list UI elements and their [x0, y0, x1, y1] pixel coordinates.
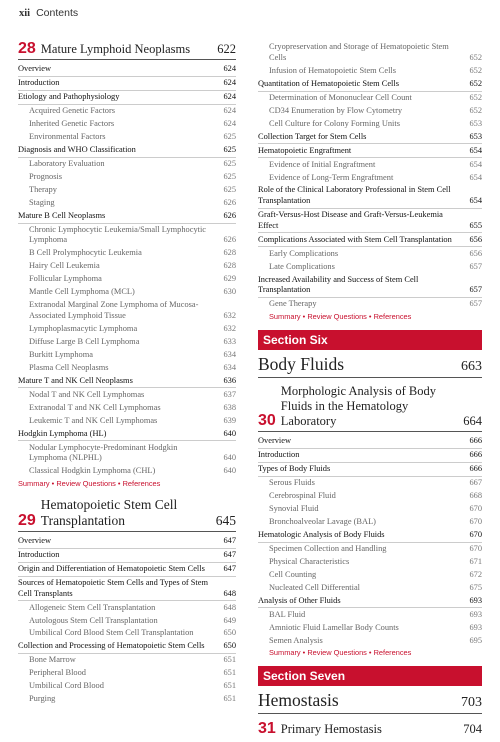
- section-banner: Section Six: [258, 330, 482, 350]
- entry-page: 625: [223, 145, 236, 154]
- entry-title: Hairy Cell Leukemia: [29, 261, 100, 271]
- chapter-page: 645: [215, 512, 236, 528]
- entry-page: 693: [469, 595, 482, 605]
- chapter-title: Primary Hemostasis: [280, 722, 382, 737]
- entry-title: Nucleated Cell Differential: [269, 582, 361, 592]
- toc-entry[interactable]: [258, 273, 482, 298]
- entry-title: Mature B Cell Neoplasms: [18, 210, 106, 220]
- entry-title: Early Complications: [269, 248, 339, 258]
- entry-page: 624: [223, 92, 236, 102]
- entry-title: Lymphoplasmacytic Lymphoma: [29, 323, 138, 333]
- entry-title: Umbilical Cord Blood: [29, 681, 104, 691]
- entry-page: 628: [223, 248, 236, 258]
- toc-subentry[interactable]: [18, 401, 236, 414]
- chapter-number: 29: [18, 511, 36, 529]
- entry-page: 634: [223, 349, 236, 359]
- toc-list: [18, 535, 236, 706]
- toc-list: [258, 435, 482, 648]
- chapter-number: 28: [18, 40, 36, 57]
- toc-entry[interactable]: [258, 233, 482, 247]
- entry-page: 651: [223, 668, 236, 678]
- toc-subentry[interactable]: [258, 634, 482, 647]
- toc-list: [258, 41, 482, 311]
- entry-title: Purging: [29, 694, 56, 704]
- toc-subentry[interactable]: [18, 118, 236, 131]
- toc-subentry[interactable]: [258, 260, 482, 273]
- entry-page: 666: [469, 436, 482, 446]
- chapter-page: 664: [463, 413, 482, 428]
- right-column: [258, 41, 482, 742]
- toc-subentry[interactable]: [18, 667, 236, 680]
- entry-page: 670: [469, 529, 482, 539]
- entry-title: Collection and Processing of Hematopoietic Stem Cells: [18, 641, 205, 651]
- toc-subentry[interactable]: [258, 608, 482, 621]
- entry-title: Diffuse Large B Cell Lymphoma: [29, 336, 140, 346]
- toc-subentry[interactable]: [258, 556, 482, 569]
- toc-subentry[interactable]: [18, 627, 236, 640]
- entry-page: 654: [469, 196, 482, 206]
- entry-page: 625: [223, 132, 236, 142]
- toc-entry[interactable]: [258, 529, 482, 543]
- section-name: Hemostasis: [258, 690, 339, 711]
- toc-entry[interactable]: [18, 535, 236, 549]
- entry-title: Autologous Stem Cell Transplantation: [29, 615, 158, 625]
- entry-title: Allogeneic Stem Cell Transplantation: [29, 602, 156, 612]
- entry-title: Nodular Lymphocyte-Predominant Hodgkin Lymphoma (NLPHL): [29, 442, 178, 463]
- entry-page: 624: [223, 78, 236, 88]
- section-name: Body Fluids: [258, 353, 345, 374]
- toc-subentry[interactable]: [258, 582, 482, 595]
- entry-page: 626: [223, 235, 236, 245]
- toc-subentry[interactable]: [18, 273, 236, 286]
- entry-page: 637: [223, 389, 236, 399]
- entry-page: 624: [223, 64, 236, 74]
- toc-entry[interactable]: [18, 563, 236, 577]
- summary-links[interactable]: Summary • Review Questions • References: [18, 478, 161, 488]
- toc-subentry[interactable]: [258, 117, 482, 130]
- chapter-title: Mature Lymphoid Neoplasms: [40, 42, 191, 56]
- toc-subentry[interactable]: [18, 184, 236, 197]
- toc-entry[interactable]: [18, 210, 236, 224]
- entry-title: Acquired Genetic Factors: [29, 106, 116, 116]
- entry-title: BAL Fluid: [269, 609, 306, 619]
- entry-page: 670: [469, 503, 482, 513]
- entry-page: 650: [223, 628, 236, 638]
- chapter-heading[interactable]: [18, 40, 236, 60]
- entry-page: 638: [223, 402, 236, 412]
- entry-title: Hematologic Analysis of Body Fluids: [258, 529, 385, 539]
- toc-subentry[interactable]: [258, 543, 482, 556]
- toc-entry[interactable]: [18, 63, 236, 77]
- chapter-title: Hematopoietic Stem Cell Transplantation: [40, 496, 178, 528]
- header-label: Contents: [36, 7, 79, 19]
- entry-title: Role of the Clinical Laboratory Professional in Stem Cell Transplantation: [258, 185, 451, 206]
- entry-page: 649: [223, 615, 236, 625]
- entry-title: Hodgkin Lymphoma (HL): [18, 428, 107, 438]
- entry-page: 654: [469, 159, 482, 169]
- toc-entry[interactable]: [18, 375, 236, 389]
- entry-title: Classical Hodgkin Lymphoma (CHL): [29, 466, 156, 476]
- toc-subentry[interactable]: [18, 224, 236, 248]
- entry-page: 668: [469, 490, 482, 500]
- entry-page: 633: [223, 336, 236, 346]
- entry-page: 640: [223, 466, 236, 476]
- summary-links[interactable]: Summary • Review Questions • References: [269, 311, 412, 321]
- entry-page: 657: [469, 285, 482, 295]
- entry-title: Graft-Versus-Host Disease and Graft-Versus-Leukemia Effect: [258, 210, 443, 230]
- entry-title: Etiology and Pathophysiology: [18, 92, 120, 102]
- toc-subentry[interactable]: [18, 601, 236, 614]
- toc-subentry[interactable]: [258, 569, 482, 582]
- entry-page: 648: [223, 588, 236, 598]
- entry-page: 625: [223, 184, 236, 194]
- toc-subentry[interactable]: [18, 171, 236, 184]
- left-column: [18, 40, 236, 706]
- entry-title: Bronchoalveolar Lavage (BAL): [269, 516, 376, 526]
- chapter-heading[interactable]: [18, 497, 236, 532]
- entry-page: 652: [469, 92, 482, 102]
- entry-page: 656: [469, 234, 482, 244]
- toc-subentry[interactable]: [18, 286, 236, 299]
- entry-title: Prognosis: [29, 171, 63, 181]
- entry-page: 656: [469, 248, 482, 258]
- toc-entry[interactable]: [258, 209, 482, 234]
- entry-title: Extranodal T and NK Cell Lymphomas: [29, 402, 161, 412]
- entry-page: 666: [469, 450, 482, 459]
- entry-title: Bone Marrow: [29, 655, 76, 665]
- entry-page: 671: [469, 556, 482, 566]
- entry-page: 693: [469, 622, 482, 632]
- chapter-title: Morphologic Analysis of Body Fluids in the Hematology Laboratory: [280, 383, 437, 428]
- section-title[interactable]: [258, 686, 482, 714]
- toc-entry[interactable]: [258, 184, 482, 209]
- toc-subentry[interactable]: [18, 614, 236, 627]
- entry-title: Laboratory Evaluation: [29, 158, 105, 168]
- toc-list: [18, 63, 236, 478]
- entry-title: Serous Fluids: [269, 477, 315, 487]
- section-page: 703: [461, 695, 482, 711]
- toc-subentry[interactable]: [18, 441, 236, 465]
- entry-page: 651: [223, 694, 236, 704]
- entry-page: 653: [469, 118, 482, 128]
- toc-entry[interactable]: [18, 549, 236, 563]
- entry-page: 640: [223, 453, 236, 463]
- entry-title: Evidence of Initial Engraftment: [269, 159, 376, 169]
- entry-page: 624: [223, 119, 236, 129]
- entry-title: Introduction: [18, 550, 60, 560]
- entry-page: 693: [469, 609, 482, 619]
- entry-title: Analysis of Other Fluids: [258, 595, 341, 605]
- entry-page: 632: [223, 323, 236, 333]
- toc-entry[interactable]: [258, 130, 482, 144]
- toc-entry[interactable]: [18, 77, 236, 91]
- entry-page: 654: [469, 172, 482, 182]
- entry-title: Collection Target for Stem Cells: [258, 131, 367, 141]
- entry-title: Leukemic T and NK Cell Lymphomas: [29, 415, 158, 425]
- toc-subentry[interactable]: [258, 171, 482, 184]
- toc-entry[interactable]: [258, 144, 482, 158]
- toc-subentry[interactable]: [18, 158, 236, 171]
- entry-title: Extranodal Marginal Zone Lymphoma of Mucosa-Associated Lymphoid Tissue: [29, 300, 199, 320]
- chapter-number: 30: [258, 411, 276, 429]
- entry-title: Evidence of Long-Term Engraftment: [269, 172, 394, 182]
- entry-page: 652: [469, 52, 482, 62]
- entry-title: Physical Characteristics: [269, 556, 350, 566]
- entry-page: 652: [469, 65, 482, 75]
- entry-title: Environmental Factors: [29, 132, 106, 142]
- entry-page: 626: [223, 210, 236, 220]
- entry-title: Introduction: [258, 450, 300, 459]
- entry-page: 648: [223, 602, 236, 612]
- page-number: xii: [19, 8, 31, 19]
- entry-title: Amniotic Fluid Lamellar Body Counts: [269, 622, 399, 632]
- entry-title: Diagnosis and WHO Classification: [18, 145, 136, 154]
- entry-title: Infusion of Hematopoietic Stem Cells: [269, 65, 396, 75]
- entry-page: 654: [469, 145, 482, 155]
- entry-title: Complications Associated with Stem Cell Transplantation: [258, 234, 452, 244]
- entry-page: 647: [223, 550, 236, 560]
- toc-subentry[interactable]: [18, 362, 236, 375]
- entry-title: Umbilical Cord Blood Stem Cell Transplantation: [29, 628, 194, 638]
- entry-title: Chronic Lymphocytic Leukemia/Small Lymphocytic Lymphoma: [29, 224, 207, 245]
- entry-title: Specimen Collection and Handling: [269, 543, 387, 553]
- entry-page: 650: [223, 641, 236, 651]
- entry-title: Increased Availability and Success of Stem Cell Transplantation: [258, 274, 419, 295]
- toc-entry[interactable]: [258, 449, 482, 463]
- entry-page: 672: [469, 569, 482, 579]
- entry-title: Quantitation of Hematopoietic Stem Cells: [258, 78, 399, 88]
- toc-subentry[interactable]: [18, 336, 236, 349]
- entry-page: 640: [223, 428, 236, 438]
- entry-page: 652: [469, 78, 482, 88]
- toc-subentry[interactable]: [258, 247, 482, 260]
- entry-title: Inherited Genetic Factors: [29, 119, 115, 129]
- entry-title: Nodal T and NK Cell Lymphomas: [29, 389, 145, 399]
- toc-subentry[interactable]: [18, 388, 236, 401]
- toc-subentry[interactable]: [18, 654, 236, 667]
- entry-page: 639: [223, 415, 236, 425]
- entry-page: 626: [223, 197, 236, 207]
- entry-title: Follicular Lymphoma: [29, 274, 102, 284]
- entry-title: Semen Analysis: [269, 635, 323, 645]
- entry-page: 653: [469, 131, 482, 141]
- toc-entry[interactable]: [18, 640, 236, 654]
- entry-page: 667: [469, 477, 482, 487]
- toc-subentry[interactable]: [18, 680, 236, 693]
- toc-subentry[interactable]: [258, 41, 482, 65]
- toc-subentry[interactable]: [258, 490, 482, 503]
- entry-page: 628: [223, 261, 236, 271]
- entry-page: 670: [469, 516, 482, 526]
- toc-entry[interactable]: [258, 463, 482, 477]
- toc-subentry[interactable]: [18, 131, 236, 144]
- toc-subentry[interactable]: [18, 465, 236, 478]
- entry-page: 625: [223, 171, 236, 181]
- toc-subentry[interactable]: [258, 503, 482, 516]
- toc-subentry[interactable]: [18, 197, 236, 210]
- chapter-number: 31: [258, 720, 276, 738]
- entry-page: 666: [469, 463, 482, 473]
- toc-entry[interactable]: [258, 78, 482, 92]
- toc-subentry[interactable]: [18, 414, 236, 427]
- entry-title: Gene Therapy: [269, 299, 317, 309]
- entry-page: 647: [223, 536, 236, 546]
- toc-subentry[interactable]: [258, 158, 482, 171]
- toc-subentry[interactable]: [18, 349, 236, 362]
- entry-title: Overview: [18, 64, 52, 74]
- entry-title: Introduction: [18, 78, 60, 88]
- entry-title: Origin and Differentiation of Hematopoietic Stem Cells: [18, 564, 205, 573]
- section-banner: Section Seven: [258, 666, 482, 686]
- entry-title: B Cell Prolymphocytic Leukemia: [29, 248, 142, 258]
- running-header: [19, 7, 78, 19]
- entry-page: 647: [223, 564, 236, 573]
- entry-title: Cell Counting: [269, 569, 317, 579]
- entry-title: Types of Body Fluids: [258, 463, 331, 473]
- entry-title: Overview: [258, 436, 292, 446]
- toc-entry[interactable]: [18, 144, 236, 158]
- entry-page: 634: [223, 362, 236, 372]
- entry-page: 629: [223, 274, 236, 284]
- entry-title: Overview: [18, 536, 52, 546]
- section-title[interactable]: [258, 350, 482, 378]
- toc-subentry[interactable]: [18, 323, 236, 336]
- toc-subentry[interactable]: [18, 299, 236, 323]
- entry-page: 624: [223, 106, 236, 116]
- entry-title: Sources of Hematopoietic Stem Cells and Types of Stem Cell Transplants: [18, 577, 208, 598]
- chapter-heading[interactable]: [258, 720, 482, 739]
- entry-page: 636: [223, 375, 236, 385]
- entry-title: Burkitt Lymphoma: [29, 349, 93, 359]
- entry-page: 651: [223, 655, 236, 665]
- entry-page: 655: [469, 220, 482, 230]
- entry-title: Plasma Cell Neoplasms: [29, 362, 109, 372]
- toc-subentry[interactable]: [258, 298, 482, 311]
- toc-subentry[interactable]: [258, 516, 482, 529]
- entry-page: 630: [223, 287, 236, 297]
- entry-title: Mantle Cell Lymphoma (MCL): [29, 287, 135, 297]
- entry-title: Staging: [29, 197, 55, 207]
- toc-entry[interactable]: [18, 91, 236, 105]
- entry-title: Cell Culture for Colony Forming Units: [269, 118, 400, 128]
- entry-page: 657: [469, 299, 482, 309]
- toc-subentry[interactable]: [258, 65, 482, 78]
- entry-title: Hematopoietic Engraftment: [258, 145, 352, 155]
- entry-page: 695: [469, 635, 482, 645]
- entry-title: Therapy: [29, 184, 57, 194]
- toc-subentry[interactable]: [258, 104, 482, 117]
- toc-subentry[interactable]: [258, 477, 482, 490]
- entry-page: 670: [469, 543, 482, 553]
- entry-page: 675: [469, 582, 482, 592]
- entry-title: Mature T and NK Cell Neoplasms: [18, 375, 133, 385]
- toc-subentry[interactable]: [258, 621, 482, 634]
- toc-subentry[interactable]: [18, 247, 236, 260]
- chapter-page: 704: [463, 722, 482, 737]
- entry-title: Cryopreservation and Storage of Hematopoietic Stem Cells: [269, 42, 449, 62]
- entry-title: CD34 Enumeration by Flow Cytometry: [269, 105, 403, 115]
- toc-subentry[interactable]: [18, 260, 236, 273]
- chapter-page: 622: [217, 42, 236, 56]
- toc-subentry[interactable]: [18, 105, 236, 118]
- entry-page: 657: [469, 261, 482, 271]
- toc-entry[interactable]: [258, 435, 482, 449]
- entry-page: 652: [469, 105, 482, 115]
- entry-title: Cerebrospinal Fluid: [269, 490, 336, 500]
- entry-title: Synovial Fluid: [269, 503, 319, 513]
- toc-entry[interactable]: [258, 594, 482, 608]
- section-page: 663: [461, 358, 482, 374]
- entry-page: 632: [223, 310, 236, 320]
- chapter-heading[interactable]: [258, 384, 482, 432]
- toc-entry[interactable]: [18, 427, 236, 441]
- toc-entry[interactable]: [18, 577, 236, 602]
- entry-page: 651: [223, 681, 236, 691]
- entry-title: Peripheral Blood: [29, 668, 86, 678]
- entry-title: Determination of Mononuclear Cell Count: [269, 92, 412, 102]
- entry-title: Late Complications: [269, 261, 335, 271]
- toc-subentry[interactable]: [258, 92, 482, 105]
- entry-page: 625: [223, 158, 236, 168]
- summary-links[interactable]: Summary • Review Questions • References: [269, 648, 412, 658]
